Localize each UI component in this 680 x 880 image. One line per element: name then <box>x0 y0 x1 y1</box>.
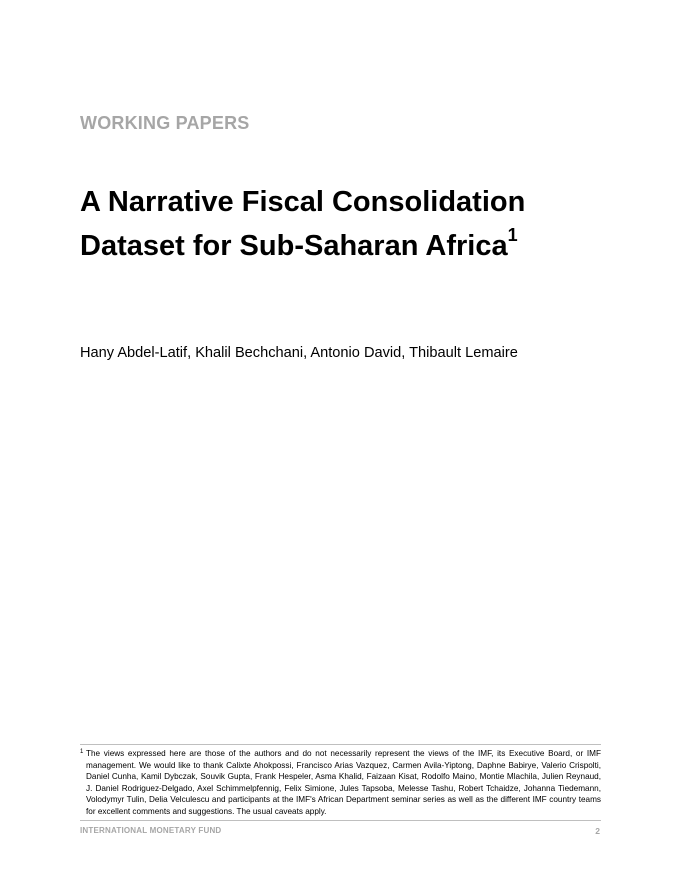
footer-divider <box>80 820 601 821</box>
footnote-text: The views expressed here are those of the authors and do not necessarily represent the views of the IMF, its Executive Board, or IMF management. We would like to thank Calixte Ahokpossi, Francisco Arias Vazquez, Carmen Avila-Yiptong, Daphne Babirye, Valerio Crispolti, Daniel Cunha, Kamil Dybczak, Souvik Gupta, Frank Hespeler, Asma Khalid, Faizaan Kisat, Rodolfo Maino, Montie Mlachila, Julien Reynaud, J. Daniel Rodriguez-Delgado, Axel Schimmelpfennig, Felix Simione, Jules Tapsoba, Melesse Tashu, Robert Tchaidze, Johanna Tiedemann, Volodymyr Tulin, Delia Velculescu and participants at the IMF's African Department seminar series as well as the different IMF country teams for excellent comments and suggestions. The usual caveats apply. <box>86 749 601 816</box>
page-number: 2 <box>595 826 600 836</box>
series-label: WORKING PAPERS <box>80 113 250 133</box>
title-line-2 <box>80 224 620 268</box>
footer-organization: INTERNATIONAL MONETARY FUND <box>80 826 222 835</box>
footnote <box>80 748 601 818</box>
author-list: Hany Abdel-Latif, Khalil Bechchani, Antonio David, Thibault Lemaire <box>80 345 518 361</box>
title-footnote-reference[interactable]: 1 <box>507 225 518 246</box>
title-line-1: A Narrative Fiscal Consolidation <box>80 186 526 218</box>
footnote-divider <box>80 744 601 745</box>
footnote-marker: 1 <box>80 749 84 755</box>
title-line-2-text: Dataset for Sub-Saharan Africa <box>80 230 508 262</box>
paper-title <box>80 180 620 268</box>
